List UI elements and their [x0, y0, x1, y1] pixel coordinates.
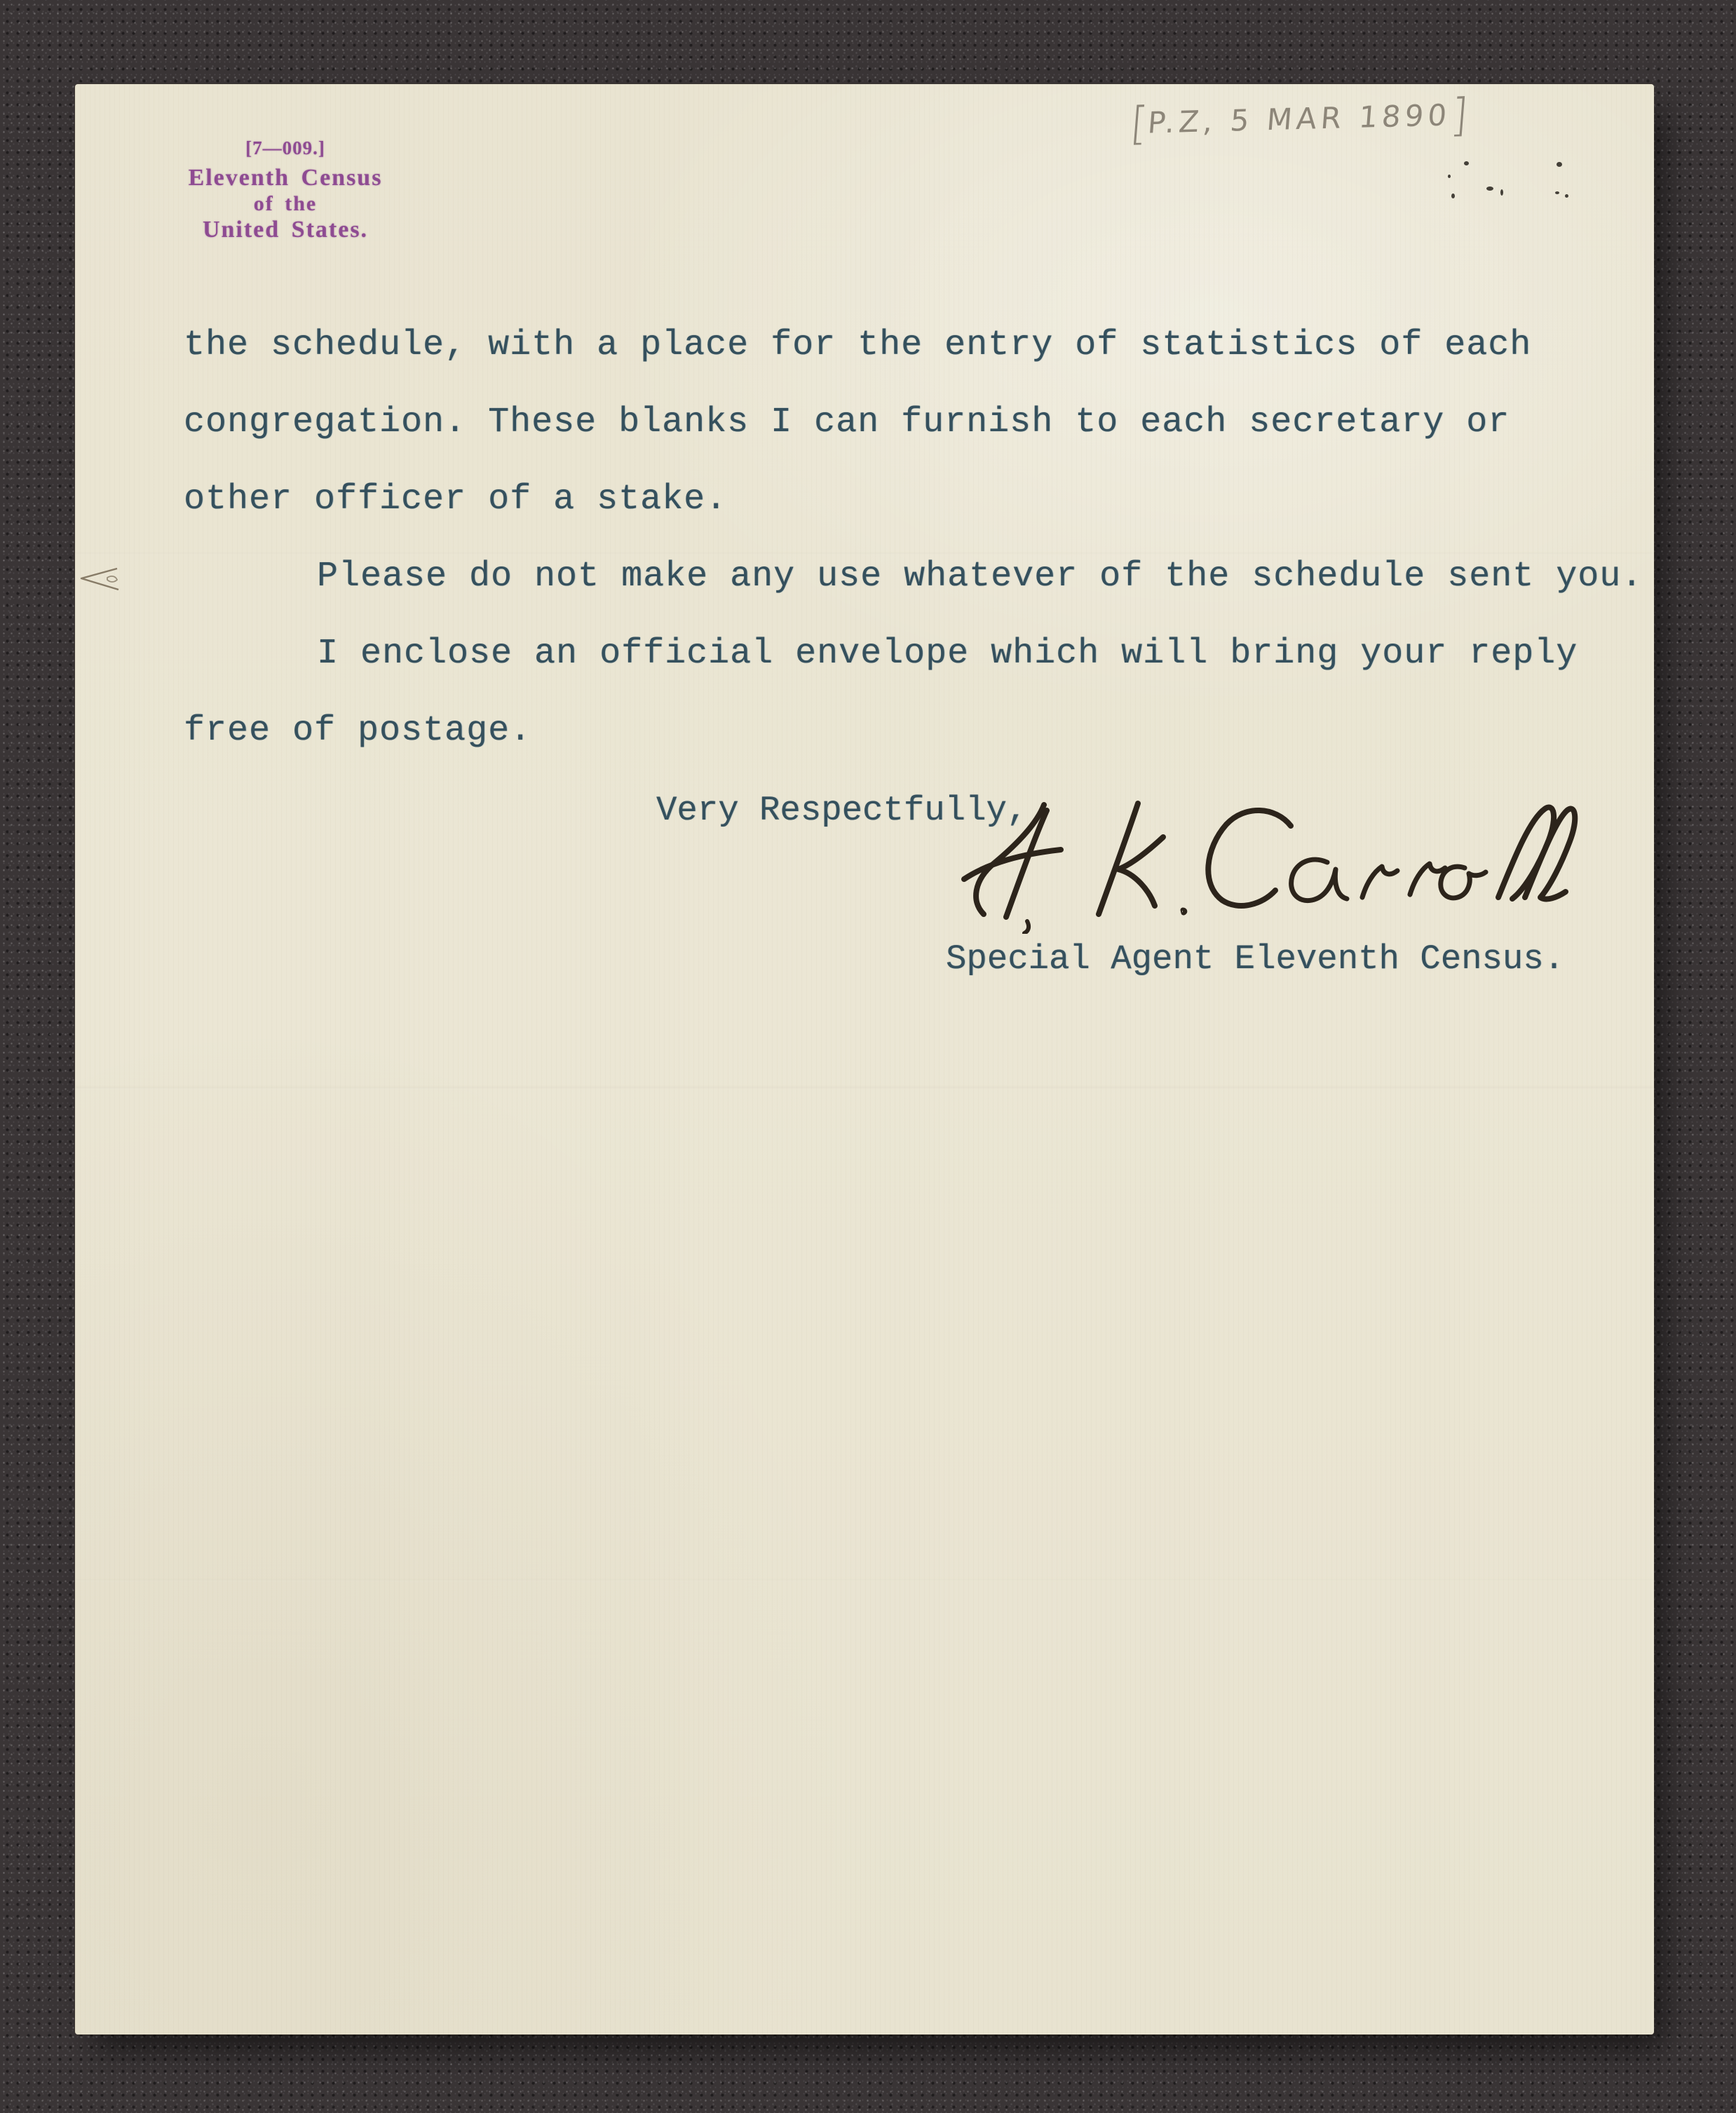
paper-edge-tear-mark: [76, 566, 121, 593]
archival-date-annotation: [1128, 90, 1470, 151]
body-line: other officer of a stake.: [184, 480, 728, 519]
body-line: the schedule, with a place for the entry of statistics of each: [184, 325, 1532, 365]
signer-title: Special Agent Eleventh Census.: [946, 939, 1565, 979]
letter-body: [184, 307, 1643, 770]
stamp-form-number: [7—009.]: [245, 137, 325, 158]
letter-page: [75, 84, 1654, 2034]
stamp-org-line: Eleventh Census: [188, 165, 383, 191]
body-line: congregation. These blanks I can furnish to each secretary or: [184, 402, 1510, 442]
census-office-stamp: [180, 137, 391, 243]
valediction: Very Respectfully,: [656, 791, 1028, 830]
body-line: Please do not make any use whatever of the schedule sent you.: [317, 557, 1643, 597]
fold-crease: [75, 1579, 1654, 1582]
fold-crease: [75, 1087, 1654, 1089]
body-line: I enclose an official envelope which will bring your reply: [317, 634, 1578, 674]
signature-h-k-carroll: [960, 794, 1584, 934]
annotation-bracket: ]: [1449, 89, 1470, 142]
annotation-text: P.Z, 5 MAR 1890: [1146, 97, 1453, 140]
stamp-org-line: United States.: [202, 217, 369, 243]
annotation-bracket: [: [1128, 97, 1150, 151]
body-line: free of postage.: [184, 711, 532, 751]
stamp-org-line: of the: [253, 192, 318, 215]
